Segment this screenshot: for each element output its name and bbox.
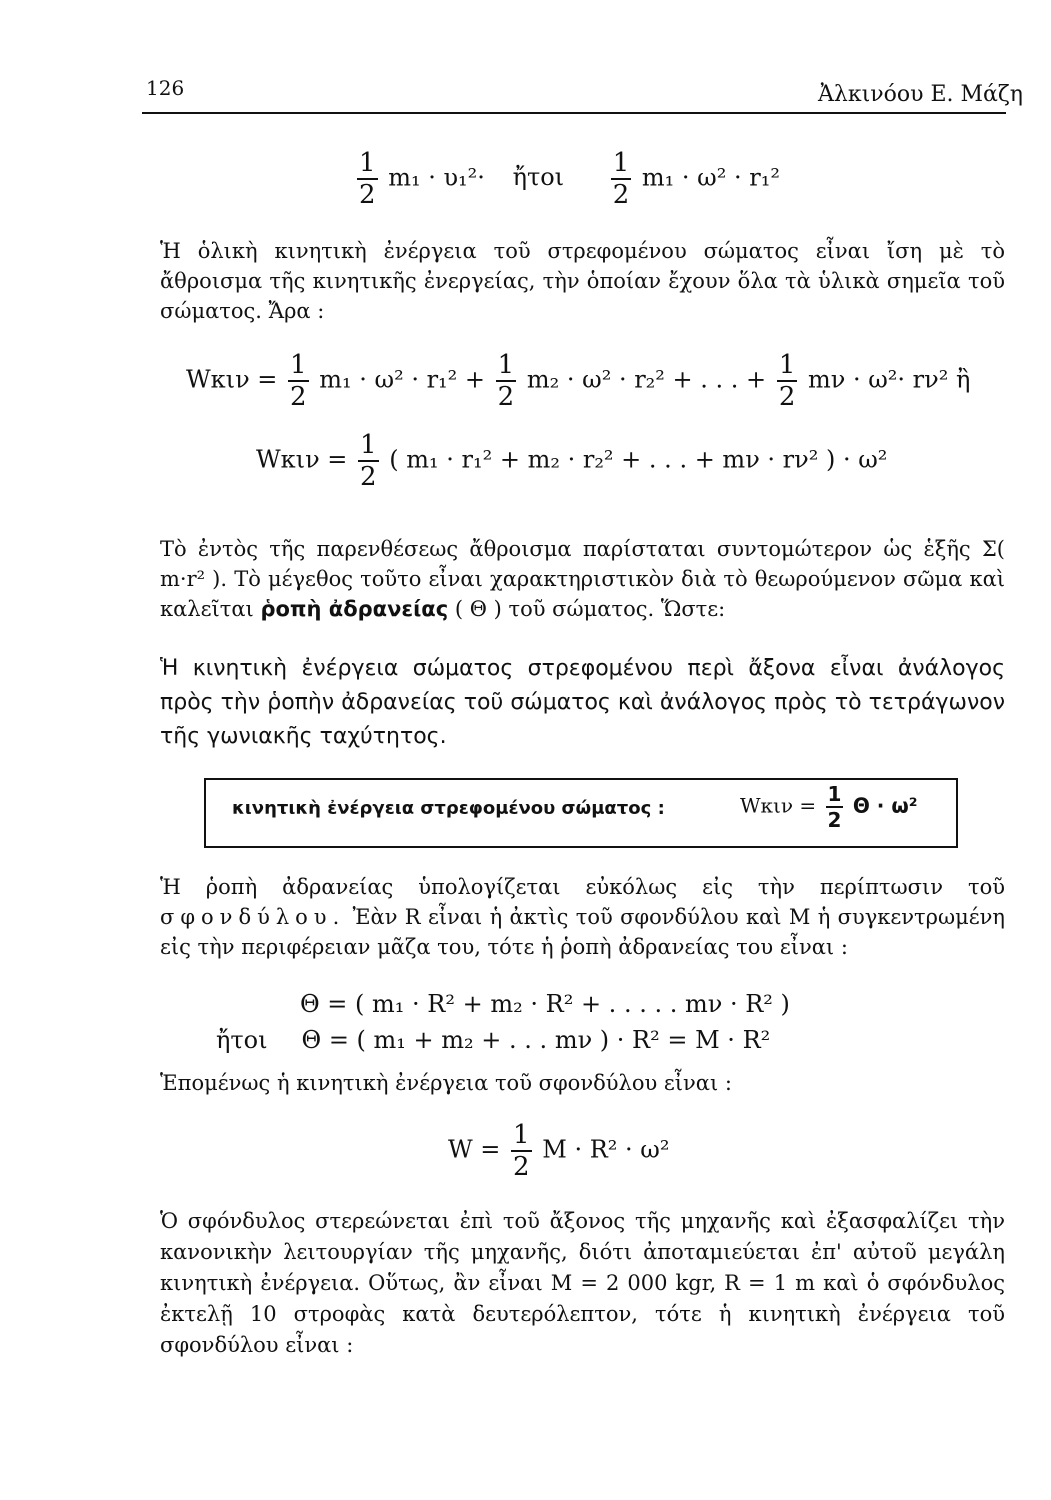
paragraph-1: Ἡ ὁλικὴ κινητικὴ ἐνέργεια τοῦ στρεφομένου σώματος εἶναι ἴση μὲ τὸ ἄθροισμα τῆς κινητικῆς ἐνεργείας, τὴν ὁποίαν ἔχουν ὅλα τὰ ὑλικὰ σημεῖα τοῦ σώματος. Ἄρα :: [160, 239, 1005, 323]
header-rule: [142, 112, 1006, 114]
formula-sum-term-2: m₂ · ω² · r₂² + . . . +: [526, 365, 767, 394]
running-header-author: Ἀλκινόου Ε. Μάζη: [818, 82, 1023, 107]
formula-sum-term-3: mν · ω²· rν² ἢ: [808, 365, 971, 394]
formula-theta-1: Θ = ( m₁ · R² + m₂ · R² + . . . . . mν · R² ): [300, 990, 790, 1018]
fraction-half: $\frac{1}{2}$: [612, 148, 630, 210]
formula-factored: [256, 432, 887, 490]
fraction-half: $\frac{1}{2}$: [827, 782, 842, 832]
fraction-half: $\frac{1}{2}$: [360, 430, 377, 492]
paragraph-2: Τὸ ἐντὸς τῆς παρενθέσεως ἄθροισμα παρίσταται συντομώτερον ὡς ἑξῆς Σ( m·r² ). Τὸ μέγεθος τοῦτο εἶναι χαρακτηριστικὸν διὰ τὸ θεωρούμενον σῶμα καὶ καλεῖται ῥοπὴ ἀδρανείας ( Θ ) τοῦ σώματος. Ὥστε:: [160, 537, 1005, 621]
formula-top-right: m₁ · ω² · r₁²: [641, 163, 780, 192]
formula-theta-2: ἤτοι Θ = ( m₁ + m₂ + . . . mν ) · R² = M · R²: [216, 1026, 771, 1054]
boxed-formula-label: κινητικὴ ἐνέργεια στρεφομένου σώματος :: [232, 798, 665, 819]
formula-sum: [186, 352, 970, 410]
boxed-formula-expression: Wκιν = $\frac{1}{2}$ Θ · ω²: [740, 782, 918, 832]
formula-factored-lhs: Wκιν =: [256, 445, 348, 474]
formula-sum-term-1: m₁ · ω² · r₁² +: [319, 365, 486, 394]
term-flywheel-spaced: σφονδύλου.: [160, 905, 346, 929]
paragraph-3-statement: Ἡ κινητικὴ ἐνέργεια σώματος στρεφομένου περὶ ἄξονα εἶναι ἀνάλογος πρὸς τὴν ῥοπὴν ἀδρανείας τοῦ σώματος καὶ ἀνάλογος πρὸς τὸ τετράγωνον τῆς γωνιακῆς ταχύτητος.: [160, 656, 1005, 749]
formula-w: W = $\frac{1}{2}$ M · R² · ω²: [448, 1120, 670, 1182]
fraction-half: $\frac{1}{2}$: [290, 350, 307, 412]
formula-top-word: ἤτοι: [512, 163, 565, 192]
page-number: 126: [146, 76, 185, 100]
boxed-formula: [204, 778, 958, 848]
paragraph-5: Ἑπομένως ἡ κινητικὴ ἐνέργεια τοῦ σφονδύλου εἶναι :: [160, 1071, 732, 1095]
formula-sum-lhs: Wκιν =: [186, 365, 278, 394]
formula-top-left: m₁ · υ₁²·: [388, 163, 485, 192]
formula-factored-body: ( m₁ · r₁² + m₂ · r₂² + . . . + mν · rν² ) · ω²: [389, 445, 888, 474]
term-moment-of-inertia: ῥοπὴ ἀδρανείας: [260, 597, 449, 621]
formula-top: [354, 150, 780, 208]
fraction-half: $\frac{1}{2}$: [513, 1120, 530, 1182]
paragraph-4: Ἡ ῥοπὴ ἀδρανείας ὑπολογίζεται εὐκόλως εἰς τὴν περίπτωσιν τοῦ σφονδύλου. Ἐὰν R εἶναι ἡ ἀκτὶς τοῦ σφονδύλου καὶ M ἡ συγκεντρωμένη εἰς τὴν περιφέρειαν μᾶζα του, τότε ἡ ῥοπὴ ἀδρανείας του εἶναι :: [160, 875, 1005, 959]
paragraph-6: Ὁ σφόνδυλος στερεώνεται ἐπὶ τοῦ ἄξονος τῆς μηχανῆς καὶ ἐξασφαλίζει τὴν κανονικὴν λειτουργίαν τῆς μηχανῆς, διότι ἀποταμιεύεται ἐπ' αὐτοῦ μεγάλη κινητικὴ ἐνέργεια. Οὕτως, ἂν εἶναι M = 2 000 kgr, R = 1 m καὶ ὁ σφόνδυλος ἐκτελῇ 10 στροφὰς κατὰ δευτερόλεπτον, τότε ἡ κινητικὴ ἐνέργεια τοῦ σφονδύλου εἶναι :: [160, 1209, 1005, 1357]
fraction-half: $\frac{1}{2}$: [359, 148, 376, 210]
fraction-half: $\frac{1}{2}$: [497, 350, 515, 412]
fraction-half: $\frac{1}{2}$: [778, 350, 796, 412]
